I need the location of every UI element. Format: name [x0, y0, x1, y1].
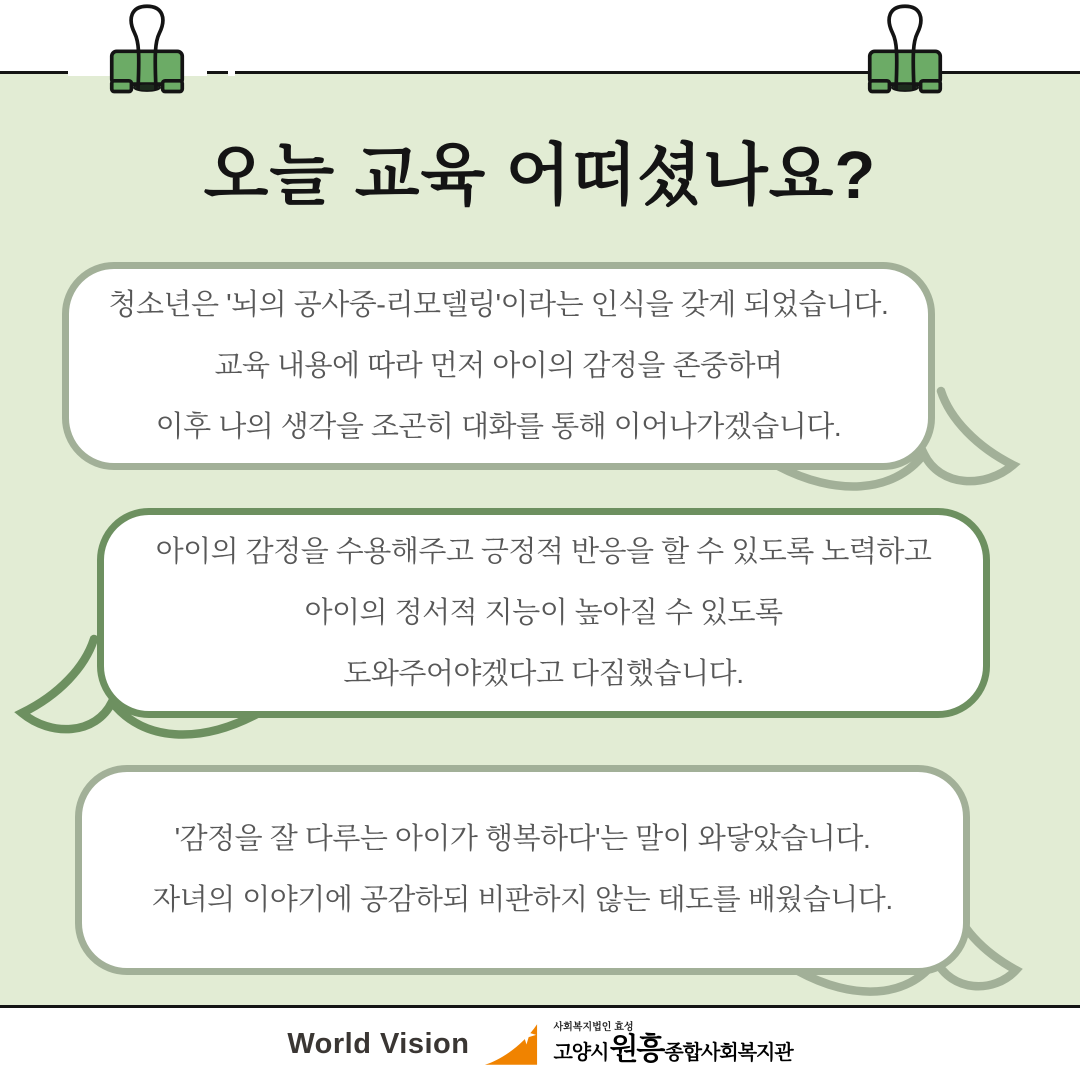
bubble-1-line-1: 청소년은 '뇌의 공사중-리모델링'이라는 인식을 갖게 되었습니다. — [108, 288, 889, 321]
footer-logos — [0, 1014, 1080, 1074]
speech-bubble-1 — [62, 262, 935, 470]
page-title: 오늘 교육 어떠셨나요? — [203, 138, 877, 213]
binder-clip-icon — [864, 2, 946, 99]
paper-edge-gap — [228, 69, 235, 76]
bubble-1-line-3: 이후 나의 생각을 조곤히 대화를 통해 이어나가겠습니다. — [155, 410, 842, 443]
welfare-center-logo — [553, 1023, 792, 1065]
welfare-center-name — [553, 1035, 792, 1065]
speech-bubble-3 — [75, 765, 970, 975]
bubble-3-line-2: 자녀의 이야기에 공감하되 비판하지 않는 태도를 배웠습니다. — [152, 884, 893, 916]
world-vision-sail-icon — [483, 1022, 539, 1067]
speech-bubble-2 — [97, 508, 990, 718]
bubble-2-line-1: 아이의 감정을 수용해주고 긍정적 반응을 할 수 있도록 노력하고 — [155, 535, 932, 568]
bubble-3-line-1: '감정을 잘 다루는 아이가 행복하다'는 말이 와닿았습니다. — [174, 823, 871, 855]
welfare-center-name-rest: 종합사회복지관 — [664, 1042, 793, 1064]
bubble-1-line-2: 교육 내용에 따라 먼저 아이의 감정을 존중하며 — [214, 349, 783, 382]
welfare-center-name-city: 고양시 — [553, 1042, 609, 1064]
welfare-center-name-core: 원흥 — [609, 1033, 664, 1066]
bubble-2-line-3: 도와주어야겠다고 다짐했습니다. — [343, 657, 744, 690]
world-vision-wordmark: World Vision — [287, 1027, 470, 1060]
welfare-center-foundation-label: 사회복지법인 효성 — [553, 1022, 634, 1033]
binder-clip-icon — [106, 2, 188, 99]
bubble-2-line-2: 아이의 정서적 지능이 높아질 수 있도록 — [304, 596, 783, 629]
